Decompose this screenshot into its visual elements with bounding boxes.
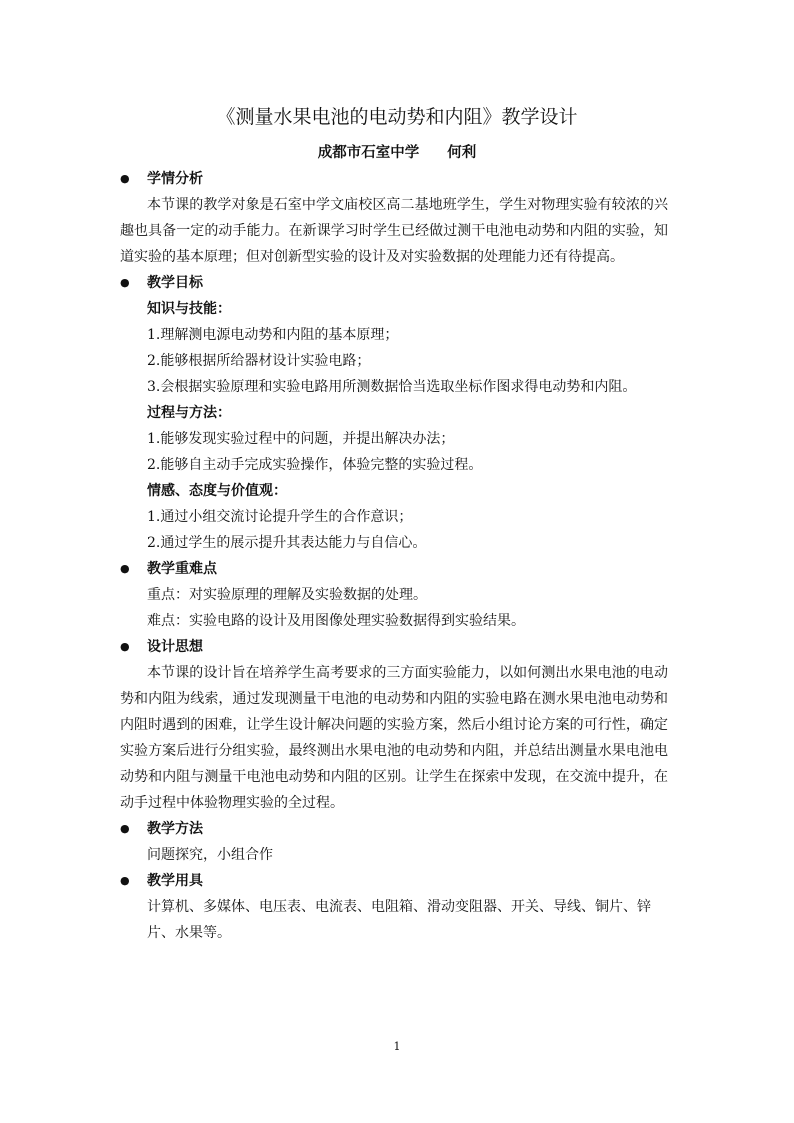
document-title: 《测量水果电池的电动势和内阻》教学设计 [216, 106, 578, 128]
author-school: 成都市石室中学 [317, 144, 420, 161]
subheading-knowledge-skills: 知识与技能： [147, 301, 231, 317]
document-body [120, 166, 668, 946]
goal-item: 2.通过学生的展示提升其表达能力与自信心。 [147, 535, 427, 551]
teaching-methods-text: 问题探究，小组合作 [147, 847, 273, 863]
bullet-icon: ● [120, 874, 130, 887]
difficulty-item: 难点：实验电路的设计及用图像处理实验数据得到实验结果。 [147, 613, 525, 629]
teaching-tools-text: 计算机、多媒体、电压表、电流表、电阻箱、滑动变阻器、开关、导线、铜片、锌片、水果等。 [147, 899, 651, 941]
goal-item: 3.会根据实验原理和实验电路用所测数据恰当选取坐标作图求得电动势和内阻。 [147, 379, 637, 395]
section-heading-text: 教学目标 [147, 275, 203, 291]
section-heading-text: 学情分析 [147, 171, 203, 187]
goal-item: 2.能够根据所给器材设计实验电路； [147, 353, 371, 369]
section-heading-text: 设计思想 [147, 639, 203, 655]
goal-item: 1.通过小组交流讨论提升学生的合作意识； [147, 509, 413, 525]
design-idea-paragraph: 本节课的设计旨在培养学生高考要求的三方面实验能力，以如何测出水果电池的电动势和内阻为线索，通过发现测量干电池的电动势和内阻的实验电路在测水果电池电动势和内阻时遇到的困难，让学生设计解决问题的实验方案，然后小组讨论方案的可行性，确定实验方案后进行分组实验，最终测出水果电池的电动势和内阻，并总结出测量水果电池电动势和内阻与测量干电池电动势和内阻的区别。让学生在探索中发现，在交流中提升，在动手过程中体验物理实验的全过程。 [120, 665, 668, 811]
page-number: 1 [393, 1040, 401, 1053]
bullet-icon: ● [120, 276, 130, 289]
bullet-icon: ● [120, 562, 130, 575]
goal-item: 1.理解测电源电动势和内阻的基本原理； [147, 327, 399, 343]
key-point-item: 重点：对实验原理的理解及实验数据的处理。 [147, 587, 427, 603]
bullet-icon: ● [120, 640, 130, 653]
bullet-icon: ● [120, 822, 130, 835]
section-heading-teaching-goals [120, 270, 668, 296]
section-heading-learning-analysis [120, 166, 668, 192]
goal-item: 2.能够自主动手完成实验操作，体验完整的实验过程。 [147, 457, 483, 473]
subheading-process-methods: 过程与方法： [147, 405, 231, 421]
goal-item: 1.能够发现实验过程中的问题，并提出解决办法； [147, 431, 455, 447]
learning-analysis-paragraph: 本节课的教学对象是石室中学文庙校区高二基地班学生，学生对物理实验有较浓的兴趣也具备一定的动手能力。在新课学习时学生已经做过测干电池电动势和内阻的实验，知道实验的基本原理；但对创新型实验的设计及对实验数据的处理能力还有待提高。 [120, 197, 668, 265]
author-line [0, 142, 794, 164]
section-heading-design-idea [120, 634, 668, 660]
author-name: 何利 [447, 144, 477, 161]
section-heading-key-points [120, 556, 668, 582]
section-heading-text: 教学重难点 [147, 561, 217, 577]
section-heading-teaching-methods [120, 816, 668, 842]
section-heading-teaching-tools [120, 868, 668, 894]
section-heading-text: 教学方法 [147, 821, 203, 837]
bullet-icon: ● [120, 172, 130, 185]
subheading-attitude-values: 情感、态度与价值观： [147, 483, 287, 499]
section-heading-text: 教学用具 [147, 873, 203, 889]
